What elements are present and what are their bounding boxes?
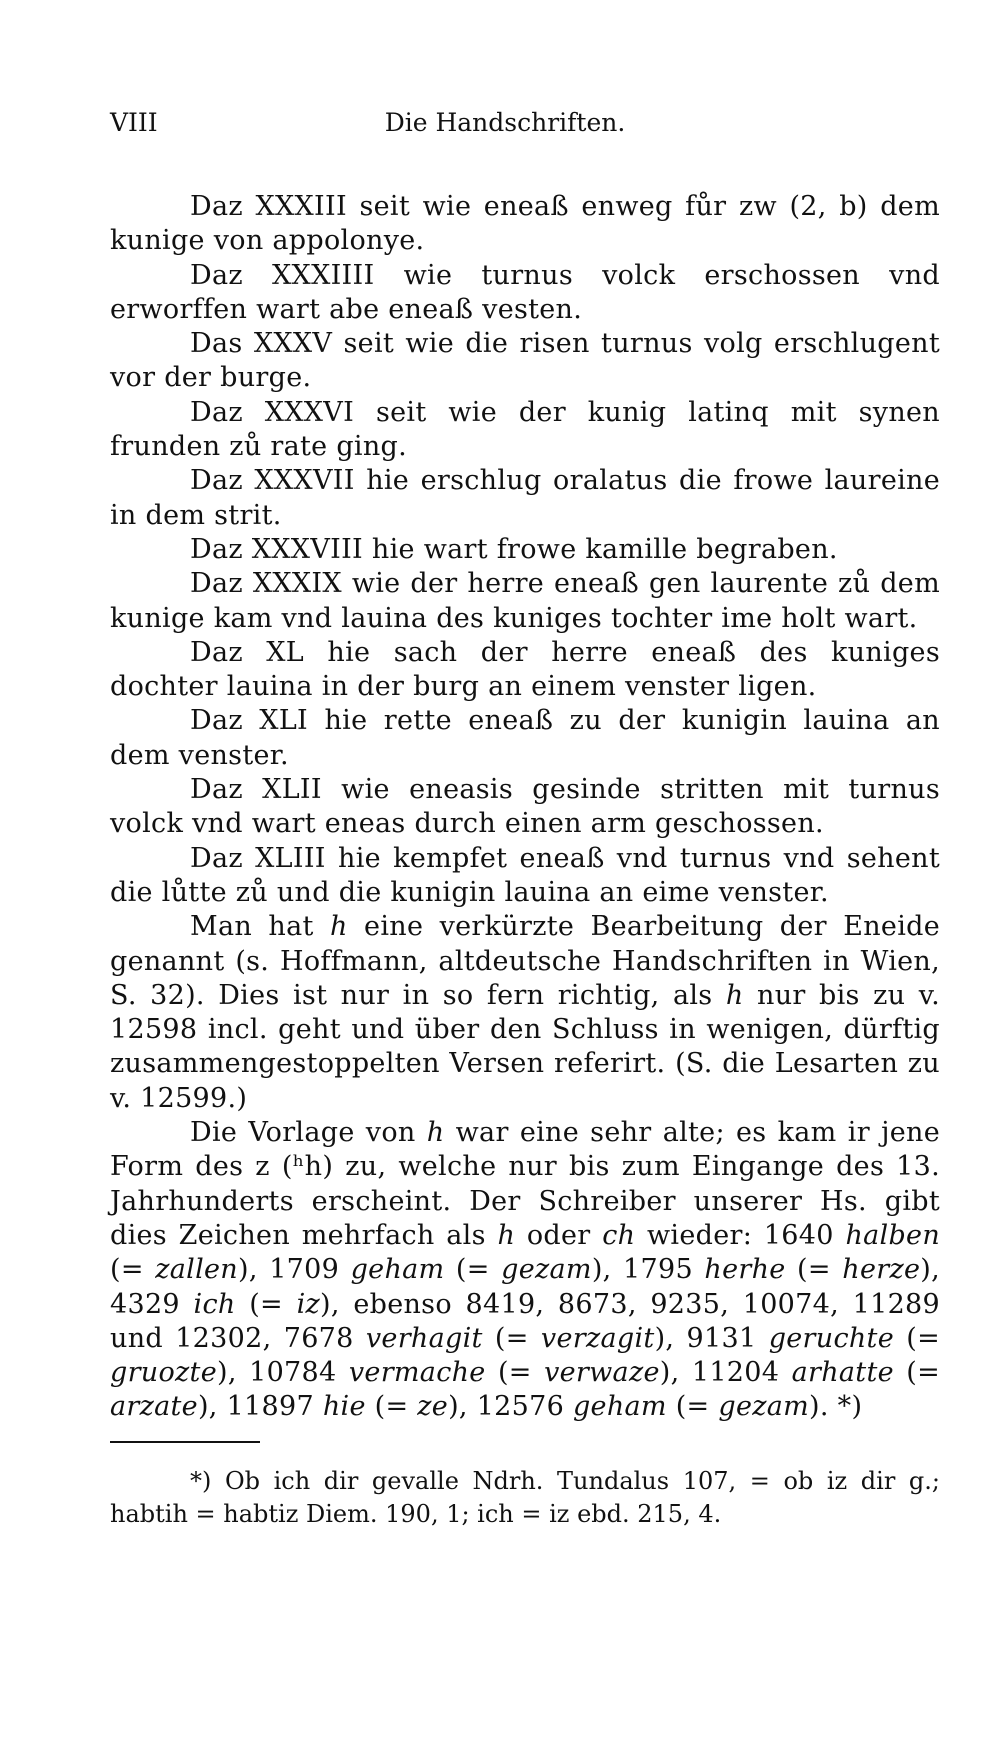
text-run: war eine sehr alte; es kam ir jene Form des z (ʰh) zu, welche nur bis zum Eingange des 13. Jahrhunderts erscheint. Der Schreiber unserer Hs. gibt dies Zeichen mehrfach als: [110, 1117, 940, 1251]
siglum: h: [725, 979, 744, 1011]
chapter-entry: [110, 773, 940, 842]
text-run: wieder: 1640: [635, 1219, 846, 1251]
chapter-number: Daz XLII: [190, 774, 322, 806]
chapter-summary: hie sach der herre eneaß des kuniges dochter lauina in der burg an einem venster ligen.: [110, 636, 940, 703]
text-run: (=: [666, 1391, 719, 1423]
word-form: ich: [193, 1288, 236, 1320]
text-run: ), 12576: [448, 1391, 573, 1423]
chapter-entry: [110, 704, 940, 773]
text-run: Die Vorlage von: [190, 1117, 427, 1149]
word-form: herhe: [704, 1254, 786, 1286]
text-run: (=: [482, 1322, 541, 1354]
text-run: (=: [110, 1254, 156, 1286]
word-form: arhatte: [791, 1357, 894, 1389]
word-form: geham: [572, 1391, 667, 1423]
chapter-number: Daz XXXIIII: [190, 259, 375, 291]
word-form: zallen: [155, 1254, 238, 1286]
page-header: [110, 108, 940, 148]
chapter-summary: seit wie eneaß enweg fůr zw (2, b) dem kunige von appolonye.: [110, 191, 940, 257]
paragraph-abridgement: [110, 910, 940, 1116]
text-run: ), 1795: [591, 1254, 705, 1286]
chapter-number: Daz XXXVII: [190, 465, 355, 497]
running-title: Die Handschriften.: [384, 108, 626, 137]
footnote: *) Ob ich dir gevalle Ndrh. Tundalus 107, = ob iz dir g.; habtih = habtiz Diem. 190, 1; ich = iz ebd. 215, 4.: [110, 1466, 940, 1528]
word-form: geham: [350, 1254, 445, 1286]
chapter-number: Daz XLI: [190, 705, 309, 737]
chapter-entry: [110, 533, 940, 567]
word-form: iz: [296, 1288, 321, 1320]
siglum: h: [330, 911, 348, 943]
chapter-list: [110, 190, 940, 910]
text-run: ), ebenso 8419, 8673, 9235, 10074, 11289 und 12302, 7678: [110, 1288, 940, 1354]
text-run: eine verkürzte Bearbeitung der Eneide genannt (s. Hoffmann, altdeutsche Handschriften in Wien, S. 32). Dies ist nur in so fern richtig, als: [110, 911, 940, 1011]
siglum: ch: [602, 1219, 636, 1251]
paragraph-exemplar: [110, 1116, 940, 1425]
text-run: (=: [893, 1357, 941, 1389]
text-run: (=: [785, 1254, 843, 1286]
text-run: ), 1709: [238, 1254, 351, 1286]
chapter-entry: [110, 327, 940, 396]
text-run: Man hat: [190, 911, 330, 943]
chapter-number: Daz XXXIII: [190, 191, 347, 222]
word-form: gezam: [718, 1391, 810, 1423]
word-form: geruchte: [768, 1322, 894, 1354]
word-form: hie: [322, 1391, 366, 1423]
chapter-entry: [110, 190, 940, 259]
chapter-summary: hie erschlug oralatus die frowe laureine in dem strit.: [110, 465, 941, 531]
chapter-entry: [110, 567, 940, 636]
chapter-number: Daz XXXIX: [190, 568, 342, 600]
word-form: verzagit: [540, 1322, 655, 1354]
footnote-rule: [110, 1441, 260, 1443]
page-number: VIII: [110, 108, 158, 137]
word-form: halben: [845, 1219, 941, 1251]
text-run: ), 11204: [659, 1357, 792, 1389]
siglum: h: [426, 1117, 445, 1149]
chapter-entry: [110, 396, 940, 465]
chapter-summary: hie wart frowe kamille begraben.: [371, 533, 838, 565]
word-form: gezam: [501, 1254, 592, 1286]
word-form: herze: [842, 1254, 921, 1286]
text-run: (=: [485, 1357, 545, 1389]
word-form: gruozte: [110, 1357, 217, 1389]
text-run: ). *): [809, 1391, 863, 1423]
chapter-summary: seit wie die risen turnus volg erschlugent vor der burge.: [110, 328, 940, 394]
word-form: verwaze: [544, 1357, 660, 1389]
chapter-summary: seit wie der kunig latinq mit synen frunden zů rate ging.: [110, 396, 940, 463]
word-form: arzate: [110, 1391, 198, 1423]
chapter-number: Daz XLIII: [190, 842, 326, 874]
chapter-summary: wie eneasis gesinde stritten mit turnus volck vnd wart eneas durch einen arm geschossen.: [110, 774, 940, 840]
chapter-summary: wie der herre eneaß gen laurente zů dem kunige kam vnd lauina des kuniges tochter ime holt wart.: [110, 568, 940, 634]
text-run: ), 4329: [110, 1254, 940, 1320]
chapter-summary: hie rette eneaß zu der kunigin lauina an dem venster.: [110, 705, 940, 771]
text-run: (=: [365, 1391, 418, 1423]
chapter-number: Daz XXXVI: [190, 396, 355, 428]
word-form: verhagit: [365, 1322, 483, 1354]
chapter-summary: hie kempfet eneaß vnd turnus vnd sehent die lůtte zů und die kunigin lauina an eime venster.: [110, 842, 940, 908]
text-run: nur bis zu v. 12598 incl. geht und über den Schluss in wenigen, dürftig zusammengestoppelten Versen referirt. (S. die Lesarten zu v. 12599.): [110, 979, 940, 1114]
text-run: (=: [894, 1322, 940, 1354]
text-run: ), 9131: [654, 1322, 769, 1354]
chapter-summary: wie turnus volck erschossen vnd erworffen wart abe eneaß vesten.: [110, 259, 940, 325]
text-run: (=: [444, 1254, 502, 1286]
chapter-entry: [110, 464, 940, 533]
text-run: ), 11897: [197, 1391, 323, 1423]
word-form: ze: [417, 1391, 449, 1423]
chapter-entry: [110, 842, 940, 911]
chapter-number: Daz XXXVIII: [190, 533, 364, 565]
chapter-entry: [110, 259, 940, 328]
chapter-number: Das XXXV: [190, 328, 333, 360]
chapter-entry: [110, 636, 940, 705]
word-form: vermache: [348, 1357, 486, 1389]
text-run: (=: [235, 1288, 297, 1320]
siglum: h: [497, 1219, 516, 1251]
text-run: oder: [515, 1219, 603, 1251]
book-page: [110, 108, 940, 1531]
chapter-number: Daz XL: [190, 636, 305, 668]
text-run: ), 10784: [217, 1357, 349, 1389]
